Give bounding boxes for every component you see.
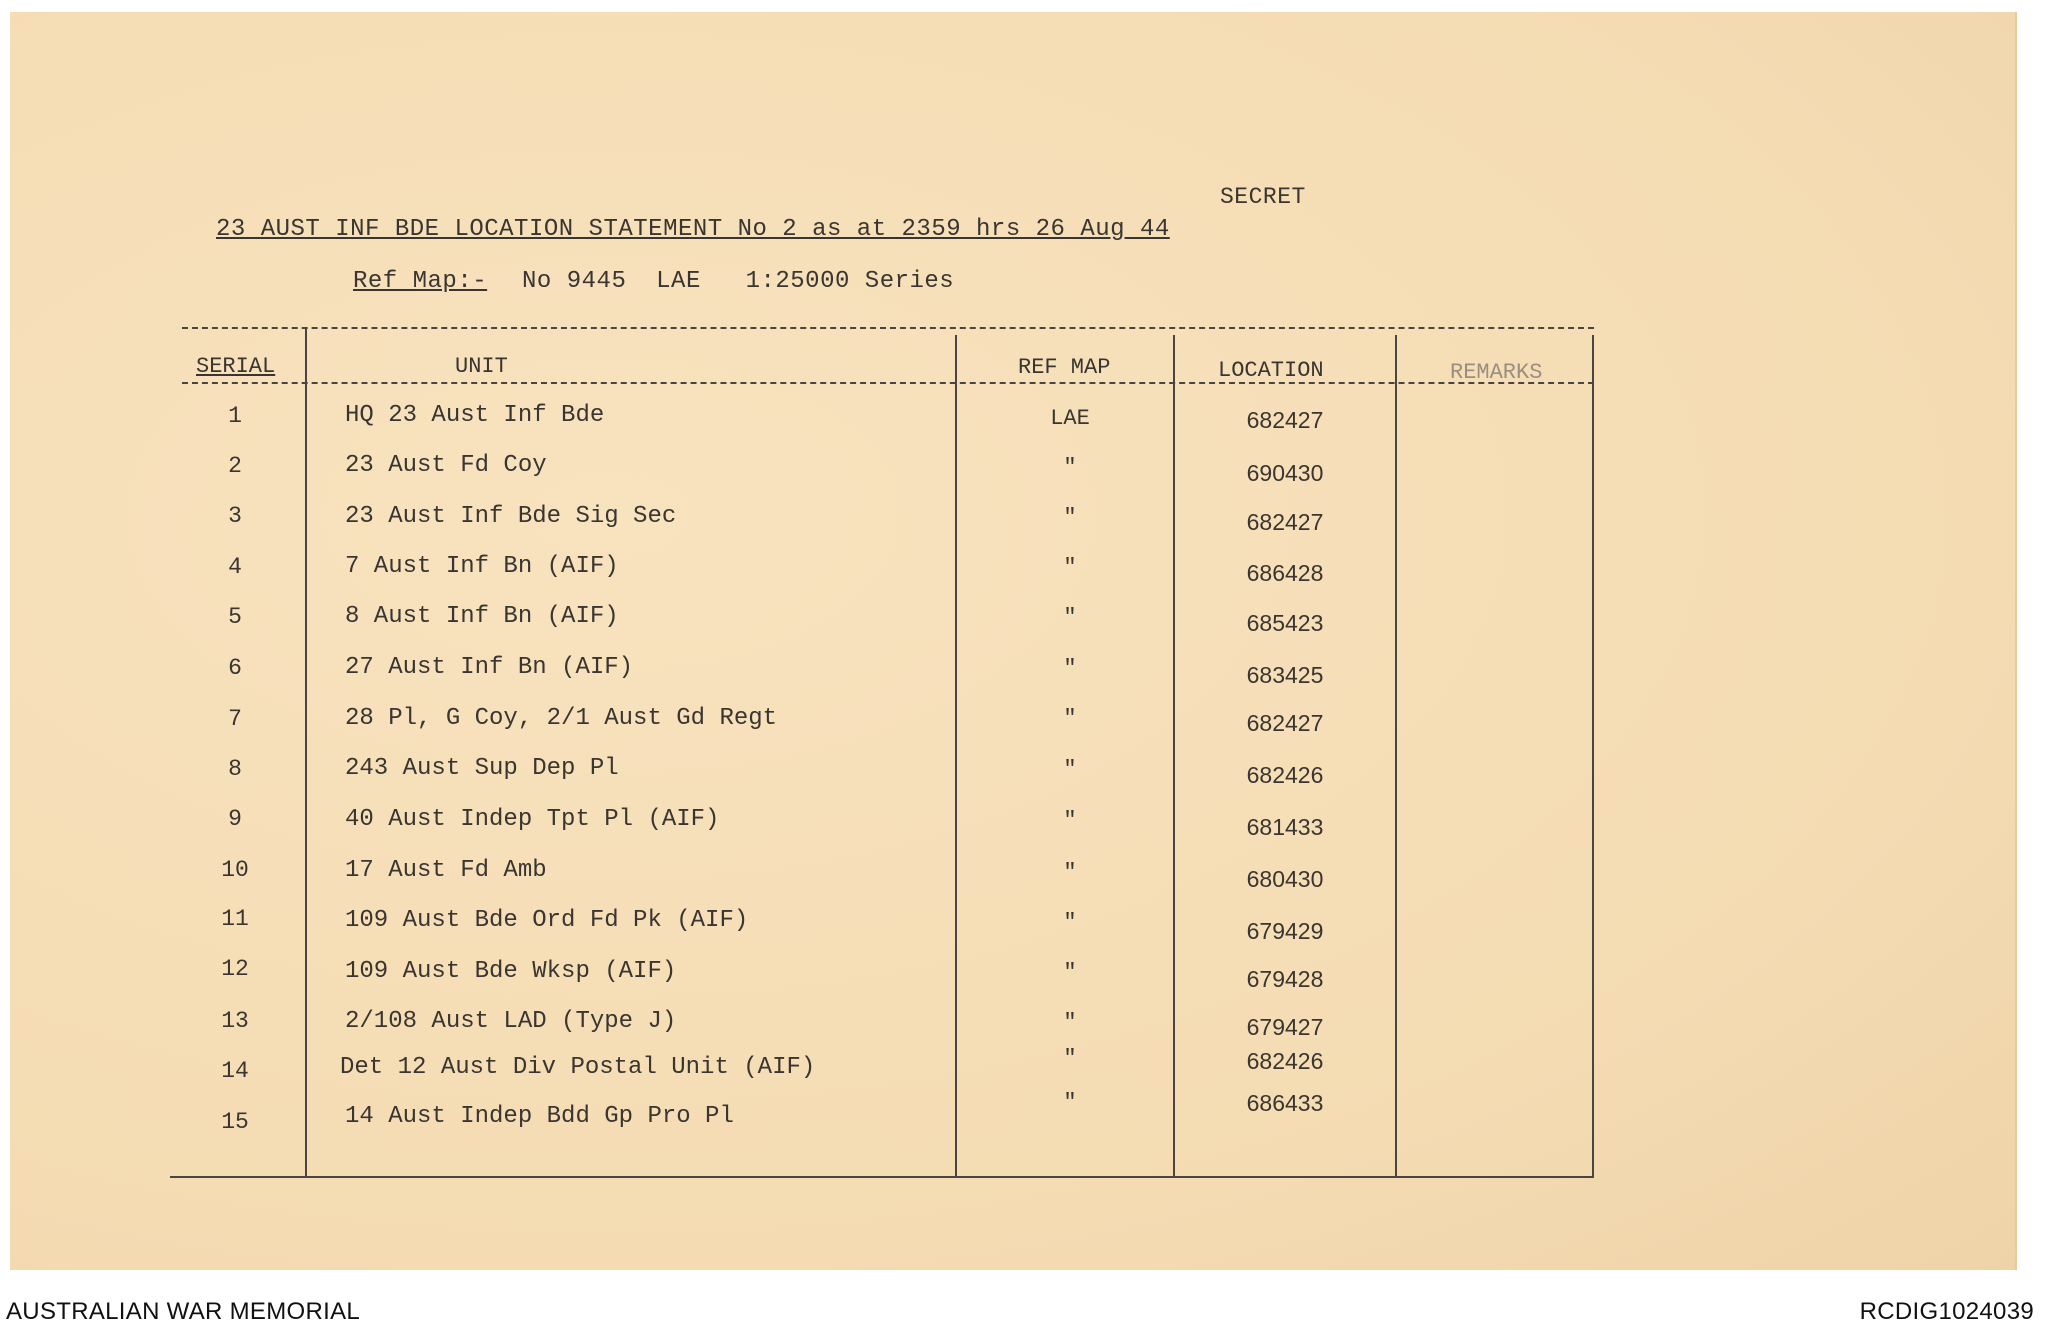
unit-cell: 243 Aust Sup Dep Pl: [345, 755, 619, 782]
header-unit: UNIT: [455, 354, 508, 379]
ref-map-line: [353, 268, 954, 295]
table-divider-refmap: [955, 335, 957, 1178]
unit-cell: 109 Aust Bde Ord Fd Pk (AIF): [345, 907, 749, 934]
ref-map-cell: ": [1063, 455, 1077, 480]
unit-cell: 14 Aust Indep Bdd Gp Pro Pl: [345, 1103, 734, 1130]
location-cell: 686428: [1246, 560, 1324, 586]
location-cell: 679428: [1246, 966, 1324, 992]
ref-map-cell: ": [1063, 1090, 1077, 1115]
location-cell: 682427: [1246, 710, 1324, 736]
table-divider-remarks: [1395, 335, 1397, 1178]
serial-cell: 14: [221, 1058, 249, 1084]
serial-cell: 10: [221, 857, 249, 883]
serial-cell: 8: [228, 756, 242, 782]
classification-mark: SECRET: [1220, 184, 1306, 210]
table-header-rule: [182, 382, 1594, 384]
ref-map-cell: ": [1063, 1010, 1077, 1035]
location-cell: 682426: [1246, 1048, 1324, 1074]
document-paper: [10, 12, 2017, 1270]
location-cell: 682427: [1246, 407, 1324, 433]
ref-map-value: No 9445 LAE 1:25000 Series: [522, 268, 955, 295]
ref-map-cell: ": [1063, 808, 1077, 833]
ref-map-cell: ": [1063, 910, 1077, 935]
unit-cell: 7 Aust Inf Bn (AIF): [345, 553, 619, 580]
table-divider-location: [1173, 335, 1175, 1178]
header-serial: SERIAL: [196, 354, 276, 379]
unit-cell: 2/108 Aust LAD (Type J): [345, 1008, 677, 1035]
unit-cell: 17 Aust Fd Amb: [345, 857, 547, 884]
serial-cell: 12: [221, 956, 249, 982]
unit-cell: 28 Pl, G Coy, 2/1 Aust Gd Regt: [345, 705, 778, 732]
ref-map-cell: ": [1063, 505, 1077, 530]
location-cell: 686433: [1246, 1090, 1324, 1116]
serial-cell: 11: [221, 906, 249, 932]
serial-cell: 1: [228, 403, 242, 429]
header-ref-map: REF MAP: [1018, 355, 1111, 380]
location-cell: 685423: [1246, 610, 1324, 636]
ref-map-cell: ": [1063, 860, 1077, 885]
serial-cell: 3: [228, 503, 242, 529]
archive-id: RCDIG1024039: [1859, 1298, 2034, 1325]
unit-cell: Det 12 Aust Div Postal Unit (AIF): [340, 1054, 816, 1081]
unit-cell: 23 Aust Fd Coy: [345, 452, 547, 479]
ref-map-cell: ": [1063, 757, 1077, 782]
serial-cell: 2: [228, 453, 242, 479]
serial-cell: 9: [228, 806, 242, 832]
serial-cell: 7: [228, 706, 242, 732]
table-right-edge: [1592, 335, 1594, 1178]
archive-credit: AUSTRALIAN WAR MEMORIAL: [6, 1298, 361, 1325]
serial-cell: 6: [228, 655, 242, 681]
unit-cell: 23 Aust Inf Bde Sig Sec: [345, 503, 677, 530]
serial-cell: 15: [221, 1109, 249, 1135]
location-cell: 690430: [1246, 460, 1324, 486]
location-cell: 681433: [1246, 814, 1324, 840]
serial-cell: 4: [228, 554, 242, 580]
unit-cell: HQ 23 Aust Inf Bde: [345, 402, 605, 429]
ref-map-cell: ": [1063, 555, 1077, 580]
location-cell: 679427: [1246, 1014, 1324, 1040]
location-cell: 682427: [1246, 509, 1324, 535]
ref-map-cell: ": [1063, 656, 1077, 681]
header-location: LOCATION: [1218, 358, 1324, 383]
ref-map-cell: ": [1063, 706, 1077, 731]
serial-cell: 5: [228, 604, 242, 630]
header-remarks: REMARKS: [1450, 360, 1543, 385]
table-divider-unit: [305, 327, 307, 1178]
unit-cell: 109 Aust Bde Wksp (AIF): [345, 958, 677, 985]
unit-cell: 27 Aust Inf Bn (AIF): [345, 654, 634, 681]
ref-map-label: Ref Map:-: [353, 268, 488, 295]
table-bottom-rule: [170, 1176, 1594, 1178]
table-top-rule: [182, 327, 1594, 329]
location-cell: 680430: [1246, 866, 1324, 892]
location-cell: 683425: [1246, 662, 1324, 688]
unit-cell: 40 Aust Indep Tpt Pl (AIF): [345, 806, 720, 833]
location-cell: 682426: [1246, 762, 1324, 788]
serial-cell: 13: [221, 1008, 249, 1034]
location-cell: 679429: [1246, 918, 1324, 944]
ref-map-cell: ": [1063, 960, 1077, 985]
ref-map-cell: ": [1063, 605, 1077, 630]
document-title: 23 AUST INF BDE LOCATION STATEMENT No 2 as at 2359 hrs 26 Aug 44: [216, 216, 1170, 243]
ref-map-cell: ": [1063, 1046, 1077, 1071]
unit-cell: 8 Aust Inf Bn (AIF): [345, 603, 619, 630]
ref-map-cell: LAE: [1050, 406, 1090, 431]
